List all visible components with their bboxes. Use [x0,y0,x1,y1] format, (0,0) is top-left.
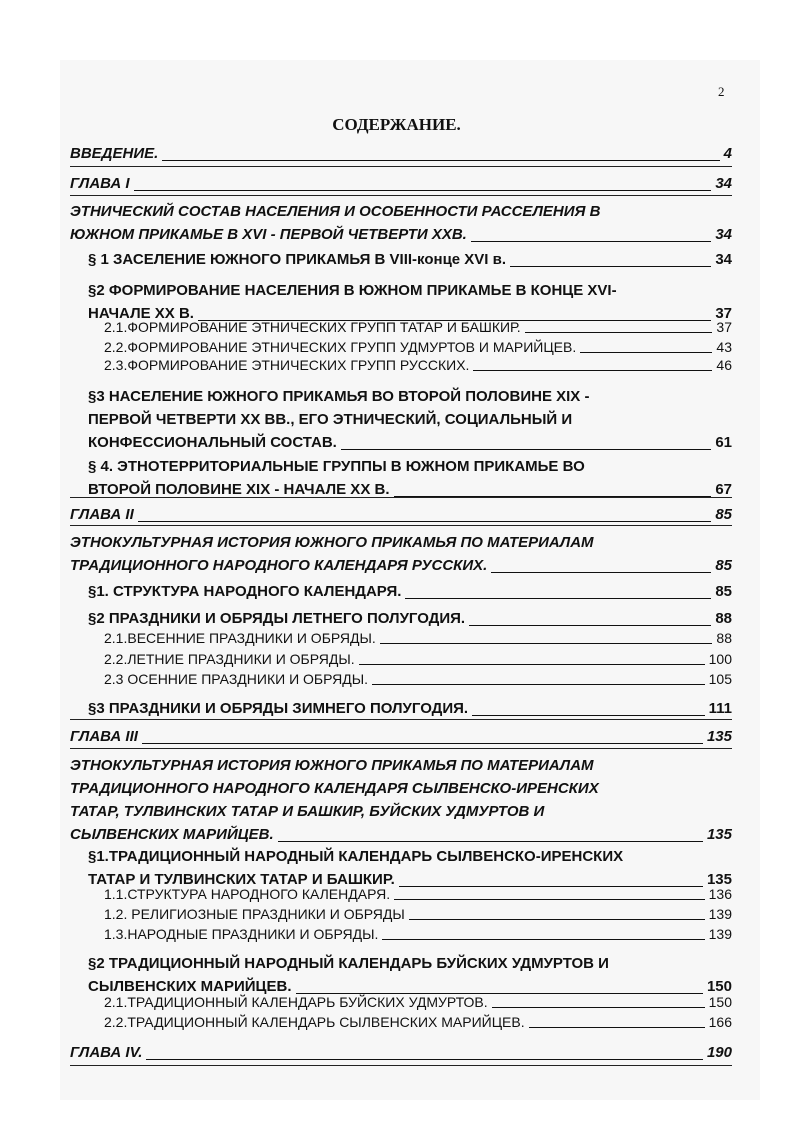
dot-leader [394,899,705,900]
toc-entry-intro[interactable] [70,142,732,165]
toc-page-number: 61 [715,434,732,451]
toc-entry-label: СЫЛВЕНСКИХ МАРИЙЦЕВ. [88,978,292,995]
toc-page-number: 88 [716,630,732,646]
toc-entry-text-line: ТРАДИЦИОННОГО НАРОДНОГО КАЛЕНДАРЯ СЫЛВЕНСКО-ИРЕНСКИХ [70,780,599,797]
toc-entry-label: § 1 ЗАСЕЛЕНИЕ ЮЖНОГО ПРИКАМЬЯ В VIII-конце XVI в. [88,251,507,268]
toc-entry-text-line: §2 ФОРМИРОВАНИЕ НАСЕЛЕНИЯ В ЮЖНОМ ПРИКАМЬЕ В КОНЦЕ XVI- [88,282,617,299]
toc-entry-label: 2.2.ФОРМИРОВАНИЕ ЭТНИЧЕСКИХ ГРУПП УДМУРТОВ И МАРИЙЦЕВ. [104,339,577,355]
toc-entry-text-line: §2 ТРАДИЦИОННЫЙ НАРОДНЫЙ КАЛЕНДАРЬ БУЙСКИХ УДМУРТОВ И [88,955,609,972]
toc-entry-s2-2-3[interactable] [104,669,732,689]
toc-entry-label: 1.1.СТРУКТУРА НАРОДНОГО КАЛЕНДАРЯ. [104,886,391,902]
toc-entry-label: 2.1.ФОРМИРОВАНИЕ ЭТНИЧЕСКИХ ГРУПП ТАТАР И БАШКИР. [104,319,521,335]
toc-entry-label: 2.3.ФОРМИРОВАНИЕ ЭТНИЧЕСКИХ ГРУПП РУССКИХ. [104,357,470,373]
toc-page-number: 37 [715,305,732,322]
toc-entry-label: ГЛАВА IV. [70,1044,143,1061]
toc-page-number: 111 [708,700,732,717]
toc-entry-ch1-title[interactable] [70,200,732,246]
toc-entry-s1-3[interactable] [88,385,732,454]
toc-page-number: 139 [708,906,732,922]
toc-entry-s1-2-3[interactable] [104,355,732,375]
toc-page-number: 136 [708,886,732,902]
toc-entry-label: НАЧАЛЕ XX В. [88,305,194,322]
toc-page-number: 46 [716,357,732,373]
toc-page-number: 135 [706,871,732,888]
toc-entry-label: ТАТАР И ТУЛВИНСКИХ ТАТАР И БАШКИР. [88,871,395,888]
separator-rule [70,195,732,196]
toc-entry-label: ЮЖНОМ ПРИКАМЬЕ В XVI - ПЕРВОЙ ЧЕТВЕРТИ XXВ. [70,226,467,243]
dot-leader [359,664,705,665]
toc-page-number: 34 [715,251,732,268]
toc-entry-s3-2-1[interactable] [104,992,732,1012]
toc-entry-label: 2.1.ТРАДИЦИОННЫЙ КАЛЕНДАРЬ БУЙСКИХ УДМУРТОВ. [104,994,488,1010]
page-title: СОДЕРЖАНИЕ. [332,115,461,134]
toc-page-number: 43 [716,339,732,355]
dot-leader [380,643,713,644]
toc-entry-text-line: § 4. ЭТНОТЕРРИТОРИАЛЬНЫЕ ГРУППЫ В ЮЖНОМ ПРИКАМЬЕ ВО [88,458,585,475]
toc-entry-ch4[interactable] [70,1041,732,1064]
toc-entry-label: §2 ПРАЗДНИКИ И ОБРЯДЫ ЛЕТНЕГО ПОЛУГОДИЯ. [88,610,466,627]
toc-entry-label: §1. СТРУКТУРА НАРОДНОГО КАЛЕНДАРЯ. [88,583,402,600]
dot-leader [491,572,711,573]
dot-leader [372,684,705,685]
toc-entry-label: ТРАДИЦИОННОГО НАРОДНОГО КАЛЕНДАРЯ РУССКИХ. [70,557,488,574]
dot-leader [409,919,705,920]
toc-entry-label: 2.3 ОСЕННИЕ ПРАЗДНИКИ И ОБРЯДЫ. [104,671,368,687]
toc-page-number: 150 [708,994,732,1010]
toc-page-number: 166 [708,1014,732,1030]
toc-entry-s2-2[interactable] [88,607,732,630]
toc-page-number: 67 [715,481,732,498]
toc-entry-s2-3[interactable] [88,697,732,720]
dot-leader [134,190,712,191]
toc-page-number: 37 [716,319,732,335]
toc-page-number: 34 [715,175,732,192]
dot-leader [146,1059,703,1060]
toc-page-number: 135 [706,826,732,843]
separator-rule [70,166,732,167]
dot-leader [580,352,712,353]
toc-entry-label: ВТОРОЙ ПОЛОВИНЕ XIX - НАЧАЛЕ XX В. [88,481,390,498]
toc-entry-ch3[interactable] [70,725,732,748]
toc-entry-label: СЫЛВЕНСКИХ МАРИЙЦЕВ. [70,826,274,843]
toc-page-number: 100 [708,651,732,667]
separator-rule [70,497,732,498]
toc-entry-text-line: §3 НАСЕЛЕНИЕ ЮЖНОГО ПРИКАМЬЯ ВО ВТОРОЙ ПОЛОВИНЕ XIX - [88,388,590,405]
toc-page-number: 105 [708,671,732,687]
toc-page-number: 190 [706,1044,732,1061]
toc-page-number: 139 [708,926,732,942]
toc-entry-text-line: ПЕРВОЙ ЧЕТВЕРТИ XX ВВ., ЕГО ЭТНИЧЕСКИЙ, СОЦИАЛЬНЫЙ И [88,411,573,428]
toc-entry-label: 2.2.ЛЕТНИЕ ПРАЗДНИКИ И ОБРЯДЫ. [104,651,355,667]
toc-entry-label: ГЛАВА I [70,175,130,192]
toc-entry-label: ВВЕДЕНИЕ. [70,145,159,162]
separator-rule [70,748,732,749]
toc-entry-ch2-title[interactable] [70,531,732,577]
dot-leader [473,370,712,371]
toc-entry-s3-1-1[interactable] [104,884,732,904]
toc-entry-s1-4[interactable] [88,455,732,501]
toc-entry-label: 1.3.НАРОДНЫЕ ПРАЗДНИКИ И ОБРЯДЫ. [104,926,379,942]
toc-entry-label: 1.2. РЕЛИГИОЗНЫЕ ПРАЗДНИКИ И ОБРЯДЫ [104,906,405,922]
dot-leader [341,449,711,450]
toc-entry-s3-2-2[interactable] [104,1012,732,1032]
dot-leader [382,939,704,940]
toc-entry-s1-2-2[interactable] [104,337,732,357]
dot-leader [405,598,711,599]
dot-leader [278,841,703,842]
separator-rule [70,525,732,526]
toc-entry-label: ГЛАВА III [70,728,138,745]
toc-entry-label: КОНФЕССИОНАЛЬНЫЙ СОСТАВ. [88,434,337,451]
toc-entry-s2-2-1[interactable] [104,628,732,648]
toc-entry-s2-2-2[interactable] [104,649,732,669]
toc-entry-ch1[interactable] [70,172,732,195]
toc-entry-text-line: §1.ТРАДИЦИОННЫЙ НАРОДНЫЙ КАЛЕНДАРЬ СЫЛВЕНСКО-ИРЕНСКИХ [88,848,624,865]
dot-leader [510,266,711,267]
toc-page-number: 85 [715,583,732,600]
dot-leader [138,521,712,522]
toc-entry-s1-1[interactable] [88,248,732,271]
toc-entry-ch3-title[interactable] [70,754,732,846]
dot-leader [525,332,713,333]
toc-entry-text-line: ТАТАР, ТУЛВИНСКИХ ТАТАР И БАШКИР, БУЙСКИХ УДМУРТОВ И [70,803,545,820]
toc-page-number: 150 [706,978,732,995]
toc-entry-label: §3 ПРАЗДНИКИ И ОБРЯДЫ ЗИМНЕГО ПОЛУГОДИЯ. [88,700,469,717]
toc-entry-label: 2.1.ВЕСЕННИЕ ПРАЗДНИКИ И ОБРЯДЫ. [104,630,376,646]
separator-rule [70,1065,732,1066]
separator-rule [70,719,732,720]
toc-page-number: 85 [715,506,732,523]
toc-page-number: 135 [706,728,732,745]
toc-entry-label: 2.2.ТРАДИЦИОННЫЙ КАЛЕНДАРЬ СЫЛВЕНСКИХ МАРИЙЦЕВ. [104,1014,525,1030]
toc-entry-s1-2-1[interactable] [104,317,732,337]
dot-leader [142,743,703,744]
dot-leader [472,715,705,716]
toc-page-number: 85 [715,557,732,574]
toc-entry-s3-1-2[interactable] [104,904,732,924]
dot-leader [529,1027,705,1028]
toc-entry-ch2[interactable] [70,503,732,526]
toc-page-number: 88 [715,610,732,627]
toc-page-number: 4 [723,145,732,162]
toc-entry-text-line: ЭТНОКУЛЬТУРНАЯ ИСТОРИЯ ЮЖНОГО ПРИКАМЬЯ ПО МАТЕРИАЛАМ [70,534,594,551]
toc-entry-s2-1[interactable] [88,580,732,603]
dot-leader [162,160,719,161]
toc-page-number: 34 [715,226,732,243]
dot-leader [471,241,711,242]
toc-entry-text-line: ЭТНИЧЕСКИЙ СОСТАВ НАСЕЛЕНИЯ И ОСОБЕННОСТИ РАССЕЛЕНИЯ В [70,203,601,220]
dot-leader [469,625,711,626]
page-number: 2 [718,84,725,99]
toc-entry-s3-1-3[interactable] [104,924,732,944]
toc-entry-text-line: ЭТНОКУЛЬТУРНАЯ ИСТОРИЯ ЮЖНОГО ПРИКАМЬЯ ПО МАТЕРИАЛАМ [70,757,594,774]
toc-entry-label: ГЛАВА II [70,506,134,523]
dot-leader [492,1007,705,1008]
